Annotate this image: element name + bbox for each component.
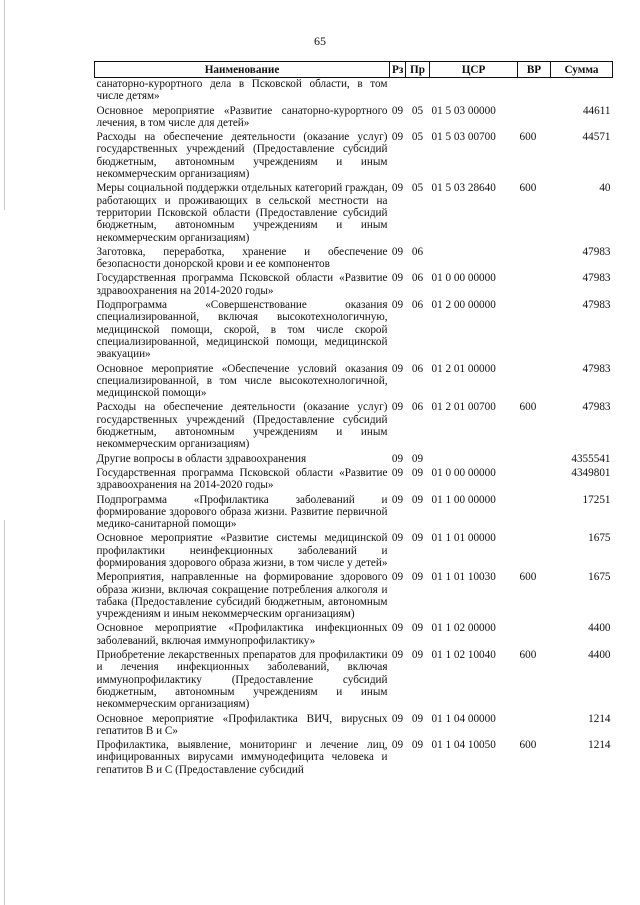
row-pr: 09 [411, 649, 424, 662]
header-rz: Рз [390, 62, 406, 78]
row-sum [551, 78, 613, 105]
row-pr: 06 [411, 245, 424, 258]
budget-table [94, 61, 613, 778]
row-sum: 1214 [588, 739, 611, 752]
row-sum: 17251 [582, 493, 611, 506]
page-number: 65 [314, 34, 326, 48]
table-row [95, 182, 613, 245]
table-row [95, 532, 613, 571]
row-csr: 01 1 00 00000 [431, 493, 496, 506]
row-name: Заготовка, переработка, хранение и обеспечение безопасности донорской крови и ее компонентов [96, 245, 388, 271]
row-rz: 09 [391, 182, 404, 195]
table-row [95, 131, 613, 182]
table-row [95, 299, 613, 362]
row-csr: 01 5 03 28640 [431, 182, 496, 195]
row-vr [518, 78, 551, 105]
row-sum: 40 [599, 182, 611, 195]
table-row [95, 453, 613, 467]
table-row [95, 246, 613, 273]
row-pr: 09 [411, 466, 424, 479]
row-csr: 01 1 01 00000 [431, 532, 496, 545]
row-name: Меры социальной поддержки отдельных категорий граждан, работающих и проживающих в сельской местности на территории Псковской области (Предоставление субсидий бюджетным, автономным учреждениям и иным некоммерческим организациям) [96, 182, 388, 244]
row-csr: 01 5 03 00700 [431, 131, 496, 144]
row-sum: 1675 [588, 532, 611, 545]
row-csr: 01 2 01 00000 [431, 362, 496, 375]
row-rz: 09 [391, 299, 404, 312]
table-body [95, 78, 613, 779]
row-csr [430, 246, 518, 273]
row-vr [518, 105, 551, 132]
row-pr: 09 [411, 739, 424, 752]
row-name: Основное мероприятие «Развитие системы медицинской профилактики неинфекционных заболеваний и формирования здорового образа жизни, в том числе у детей» [96, 532, 388, 569]
row-pr: 09 [411, 452, 424, 465]
row-name: Расходы на обеспечение деятельности (оказание услуг) государственных учреждений (Предоставление субсидий бюджетным, автономным учреждениям и иным некоммерческим организациям) [96, 131, 388, 181]
row-pr: 05 [411, 131, 424, 144]
row-csr: 01 2 00 00000 [431, 299, 496, 312]
header-sum: Сумма [551, 62, 613, 78]
table-row [95, 78, 613, 105]
row-sum: 4349801 [571, 466, 611, 479]
row-sum: 47983 [582, 299, 611, 312]
row-vr: 600 [519, 571, 537, 584]
row-name: Подпрограмма «Профилактика заболеваний и формирование здорового образа жизни. Развитие первичной медико-санитарной помощи» [96, 493, 388, 531]
row-vr [518, 713, 551, 740]
row-name: Основное мероприятие «Развитие санаторно-курортного лечения, в том числе для детей» [96, 104, 388, 129]
row-rz: 09 [391, 131, 404, 144]
row-sum: 47983 [582, 272, 611, 285]
row-rz: 09 [391, 739, 404, 752]
row-rz: 09 [391, 362, 404, 375]
row-rz: 09 [391, 401, 404, 414]
row-csr [430, 453, 518, 467]
row-name: санаторно-курортного дела в Псковской области, в том числе детям» [96, 78, 388, 103]
table-row [95, 713, 613, 740]
row-vr: 600 [519, 649, 537, 662]
table-row [95, 622, 613, 649]
row-rz [390, 78, 406, 105]
row-rz: 09 [391, 571, 404, 584]
row-pr: 09 [411, 712, 424, 725]
row-pr: 06 [411, 401, 424, 414]
row-rz: 09 [391, 712, 404, 725]
row-csr: 01 2 01 00700 [431, 401, 496, 414]
table-row [95, 739, 613, 778]
row-vr [518, 246, 551, 273]
header-csr: ЦСР [430, 62, 518, 78]
row-vr [518, 363, 551, 402]
row-csr: 01 0 00 00000 [431, 272, 496, 285]
row-name: Основное мероприятие «Обеспечение условий оказания специализированной, в том числе высокотехнологичной, медицинской помощи» [96, 362, 388, 400]
row-pr: 05 [411, 104, 424, 117]
row-csr: 01 1 02 10040 [431, 649, 496, 662]
table-row [95, 571, 613, 622]
table-header-row [95, 62, 613, 78]
row-rz: 09 [391, 622, 404, 635]
row-sum: 4355541 [571, 452, 611, 465]
row-vr: 600 [519, 131, 537, 144]
row-name: Подпрограмма «Совершенствование оказания специализированной, включая высокотехнологичную, медицинской помощи, скорой, в том числе скорой специализированной, медицинской помощи, медицинской эвакуации» [96, 299, 388, 361]
row-csr: 01 5 03 00000 [431, 104, 496, 117]
row-vr: 600 [519, 182, 537, 195]
row-pr: 09 [411, 493, 424, 506]
row-csr: 01 1 04 00000 [431, 712, 496, 725]
row-rz: 09 [391, 104, 404, 117]
row-pr: 09 [411, 532, 424, 545]
row-vr: 600 [519, 401, 537, 414]
row-rz: 09 [391, 493, 404, 506]
row-name: Государственная программа Псковской области «Развитие здравоохранения на 2014-2020 годы» [96, 272, 388, 297]
row-pr: 09 [411, 571, 424, 584]
row-sum: 44571 [582, 131, 611, 144]
header-name: Наименование [95, 62, 390, 78]
row-rz: 09 [391, 245, 404, 258]
row-name: Основное мероприятие «Профилактика инфекционных заболеваний, включая иммунопрофилактику» [96, 622, 388, 647]
scan-edge-mark-bottom [4, 520, 5, 905]
row-vr [518, 272, 551, 299]
row-sum: 4400 [588, 622, 611, 635]
row-name: Другие вопросы в области здравоохранения [96, 452, 307, 465]
row-sum: 1675 [588, 571, 611, 584]
row-sum: 47983 [582, 245, 611, 258]
scan-edge-mark-top [4, 0, 5, 210]
row-name: Расходы на обеспечение деятельности (оказание услуг) государственных учреждений (Предоставление субсидий бюджетным, автономным учреждениям и иным некоммерческим организациям) [96, 401, 388, 451]
table-row [95, 467, 613, 494]
row-rz: 09 [391, 272, 404, 285]
row-pr: 06 [411, 272, 424, 285]
row-name: Приобретение лекарственных препаратов для профилактики и лечения инфекционных заболеваний, включая иммунопрофилактику (Предоставление субсидий бюджетным, автономным учреждениям и иным некоммерческим организациям) [96, 649, 388, 711]
row-vr [518, 299, 551, 362]
table-row [95, 272, 613, 299]
row-pr: 06 [411, 299, 424, 312]
header-vr: ВР [518, 62, 551, 78]
row-pr: 09 [411, 622, 424, 635]
row-pr [406, 78, 430, 105]
row-csr: 01 1 01 10030 [431, 571, 496, 584]
row-rz: 09 [391, 466, 404, 479]
row-pr: 05 [411, 182, 424, 195]
row-name: Мероприятия, направленные на формирование здорового образа жизни, включая сокращение потребления алкоголя и табака (Предоставление субсидий бюджетным, автономным учреждениям и иным некоммерческим организациям) [96, 571, 388, 621]
row-sum: 44611 [582, 104, 611, 117]
row-vr [518, 467, 551, 494]
table-row [95, 494, 613, 533]
row-sum: 47983 [582, 362, 611, 375]
row-vr [518, 494, 551, 533]
row-csr: 01 0 00 00000 [431, 466, 496, 479]
row-rz: 09 [391, 452, 404, 465]
row-name: Основное мероприятие «Профилактика ВИЧ, вирусных гепатитов В и С» [96, 712, 388, 737]
row-name: Государственная программа Псковской области «Развитие здравоохранения на 2014-2020 годы» [96, 466, 388, 492]
table-row [95, 105, 613, 132]
table-row [95, 363, 613, 402]
row-vr [518, 532, 551, 571]
row-sum: 1214 [588, 712, 611, 725]
row-sum: 47983 [582, 401, 611, 414]
row-vr: 600 [519, 739, 537, 752]
row-pr: 06 [411, 362, 424, 375]
row-sum: 4400 [588, 649, 611, 662]
table-row [95, 649, 613, 712]
header-pr: Пр [406, 62, 430, 78]
table-row [95, 401, 613, 452]
row-csr: 01 1 02 00000 [431, 622, 496, 635]
row-name: Профилактика, выявление, мониторинг и лечение лиц, инфицированных вирусами иммунодефицита человека и гепатитов В и С (Предоставление субсидий [96, 739, 388, 776]
row-vr [518, 622, 551, 649]
row-rz: 09 [391, 649, 404, 662]
row-rz: 09 [391, 532, 404, 545]
row-csr: 01 1 04 10050 [431, 739, 496, 752]
row-vr [518, 453, 551, 467]
row-csr [430, 78, 518, 105]
